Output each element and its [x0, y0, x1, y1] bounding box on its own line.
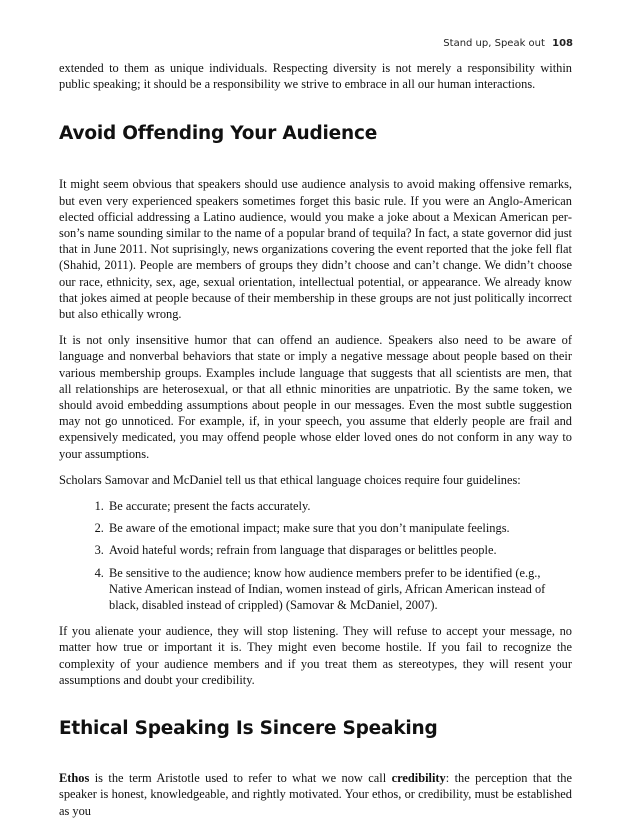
body-paragraph: Scholars Samovar and McDaniel tell us that ethical language choices require four guidelines: [59, 472, 521, 487]
list-item: 4. Be sensitive to the audience; know how audience members prefer to be identified (e.g., Native American instead of Indian, women instead of girls, African American instead of black, disabled instead of crippled) (Samovar & McDaniel, 2007). [107, 565, 572, 614]
running-header [443, 38, 573, 49]
page-number: 108 [552, 38, 573, 49]
ethos-paragraph [59, 770, 572, 819]
section-heading-avoid-offending: Avoid Offending Your Audience [59, 123, 378, 145]
list-item: 2. Be aware of the emotional impact; make sure that you don’t manipulate feelings. [107, 520, 572, 536]
term-credibility: credibility [391, 771, 446, 786]
body-paragraph: It is not only insensitive humor that can offend an audience. Speakers also need to be aware of language and nonverbal behaviors that state or imply a negative message about people based on their various membership groups. Examples include language that suggests that all scientists are men, that all relationships are heterosexual, or that all ethnic minorities are unpatriotic. By the same token, we should avoid embedding assumptions about people in our messages. Even the most subtle suggestion may not go unnoticed. For example, if, in your speech, you assume that elderly people are frail and expensively medicated, you may offend people whose elder loved ones do not conform in any way to your assumptions. [59, 333, 572, 461]
ethos-text-a: is the term Aristotle used to refer to what we now call [89, 771, 392, 786]
page-body [59, 60, 572, 829]
list-item: 1. Be accurate; present the facts accurately. [107, 498, 572, 514]
body-paragraph: It might seem obvious that speakers should use audience analysis to avoid making offensive remarks, but even very experienced speakers sometimes forget this basic rule. If you were an Anglo-American elected official addressing a Latino audience, would you make a joke about a Mexican American person’s name sounding similar to the name of a popular brand of tequila? In fact, a state governor did just that in June 2011. Not suprisingly, news organizations covering the event reported that the joke fell flat (Shahid, 2011). People are members of groups they didn’t choose and can’t change. We didn’t choose our race, ethnicity, sex, age, sexual orientation, intellectual potential, or appearance. We already know that jokes aimed at people because of their membership in these groups are not just politically incorrect but also ethically wrong. [59, 177, 572, 322]
section-heading-ethical-speaking: Ethical Speaking Is Sincere Speaking [59, 718, 438, 740]
guidelines-list [59, 498, 572, 613]
term-ethos: Ethos [59, 771, 90, 786]
list-item: 3. Avoid hateful words; refrain from language that disparages or belittles people. [107, 542, 572, 558]
ethos-text-b: : the perception that the speaker is honest, knowledgeable, and rightly motivated. Your ethos, or credibility, must be established as you [59, 771, 572, 818]
intro-paragraph: extended to them as unique individuals. Respecting diversity is not merely a responsibility within public speaking; it should be a responsibility we strive to embrace in all our human interactions. [59, 61, 572, 92]
body-paragraph: If you alienate your audience, they will stop listening. They will refuse to accept your message, no matter how true or important it is. They might even become hostile. If you fail to recognize the complexity of your audience members and if you treat them as stereotypes, they will resent your assumptions and doubt your credibility. [59, 624, 572, 687]
running-title: Stand up, Speak out [443, 38, 545, 49]
